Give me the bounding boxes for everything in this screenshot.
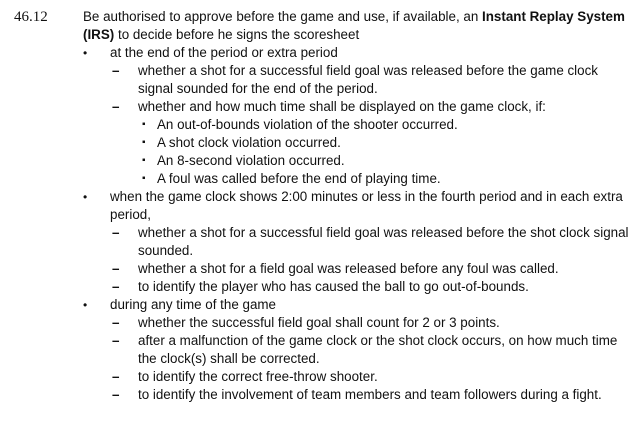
rule-intro: Be authorised to approve before the game and use, if available, an Instant Replay System (IRS) to decide before he signs the scoresheet xyxy=(83,9,625,42)
list-item: – to identify the correct free-throw shooter. xyxy=(112,369,378,384)
sub-list-item: ▪ An 8-second violation occurred. xyxy=(142,153,345,168)
list-item: – to identify the involvement of team members and team followers during a fight. xyxy=(112,387,602,402)
section-end-of-period: • at the end of the period or extra period xyxy=(83,45,338,60)
dash-marker: – xyxy=(112,387,120,402)
list-item: – whether and how much time shall be displayed on the game clock, if: xyxy=(112,99,546,114)
sub-list-item: ▪ An out-of-bounds violation of the shooter occurred. xyxy=(142,117,458,132)
irs-term: Instant Replay System (IRS) xyxy=(83,9,625,42)
bullet-marker: • xyxy=(83,190,88,204)
list-item: – after a malfunction of the game clock or the shot clock occurs, on how much time the clock(s) shall be corrected. xyxy=(112,333,618,366)
rule-content xyxy=(83,8,631,404)
dash-marker: – xyxy=(112,333,120,348)
bullet-marker: • xyxy=(83,46,88,60)
rule-number: 46.12 xyxy=(14,9,48,25)
dash-marker: – xyxy=(112,99,120,114)
list-item: – whether a shot for a successful field goal was released before the game clock signal sounded for the end of the period. xyxy=(112,63,598,96)
sub-list-item: ▪ A foul was called before the end of playing time. xyxy=(142,171,441,186)
list-item: – whether a shot for a successful field goal was released before the shot clock signal sounded. xyxy=(112,225,629,258)
dash-marker: – xyxy=(112,315,120,330)
sub-list-item: ▪ A shot clock violation occurred. xyxy=(142,135,341,150)
bullet-marker: • xyxy=(83,298,88,312)
dash-marker: – xyxy=(112,369,120,384)
dash-marker: – xyxy=(112,63,120,78)
square-marker: ▪ xyxy=(142,137,146,148)
list-item: – to identify the player who has caused the ball to go out-of-bounds. xyxy=(112,279,529,294)
section-last-two-minutes: • when the game clock shows 2:00 minutes or less in the fourth period and in each extra period, xyxy=(83,189,623,222)
section-any-time: • during any time of the game xyxy=(83,297,276,312)
dash-marker: – xyxy=(112,225,120,240)
square-marker: ▪ xyxy=(142,155,146,166)
list-item: – whether the successful field goal shall count for 2 or 3 points. xyxy=(112,315,500,330)
square-marker: ▪ xyxy=(142,119,146,130)
dash-marker: – xyxy=(112,279,120,294)
list-item: – whether a shot for a field goal was released before any foul was called. xyxy=(112,261,559,276)
dash-marker: – xyxy=(112,261,120,276)
square-marker: ▪ xyxy=(142,173,146,184)
